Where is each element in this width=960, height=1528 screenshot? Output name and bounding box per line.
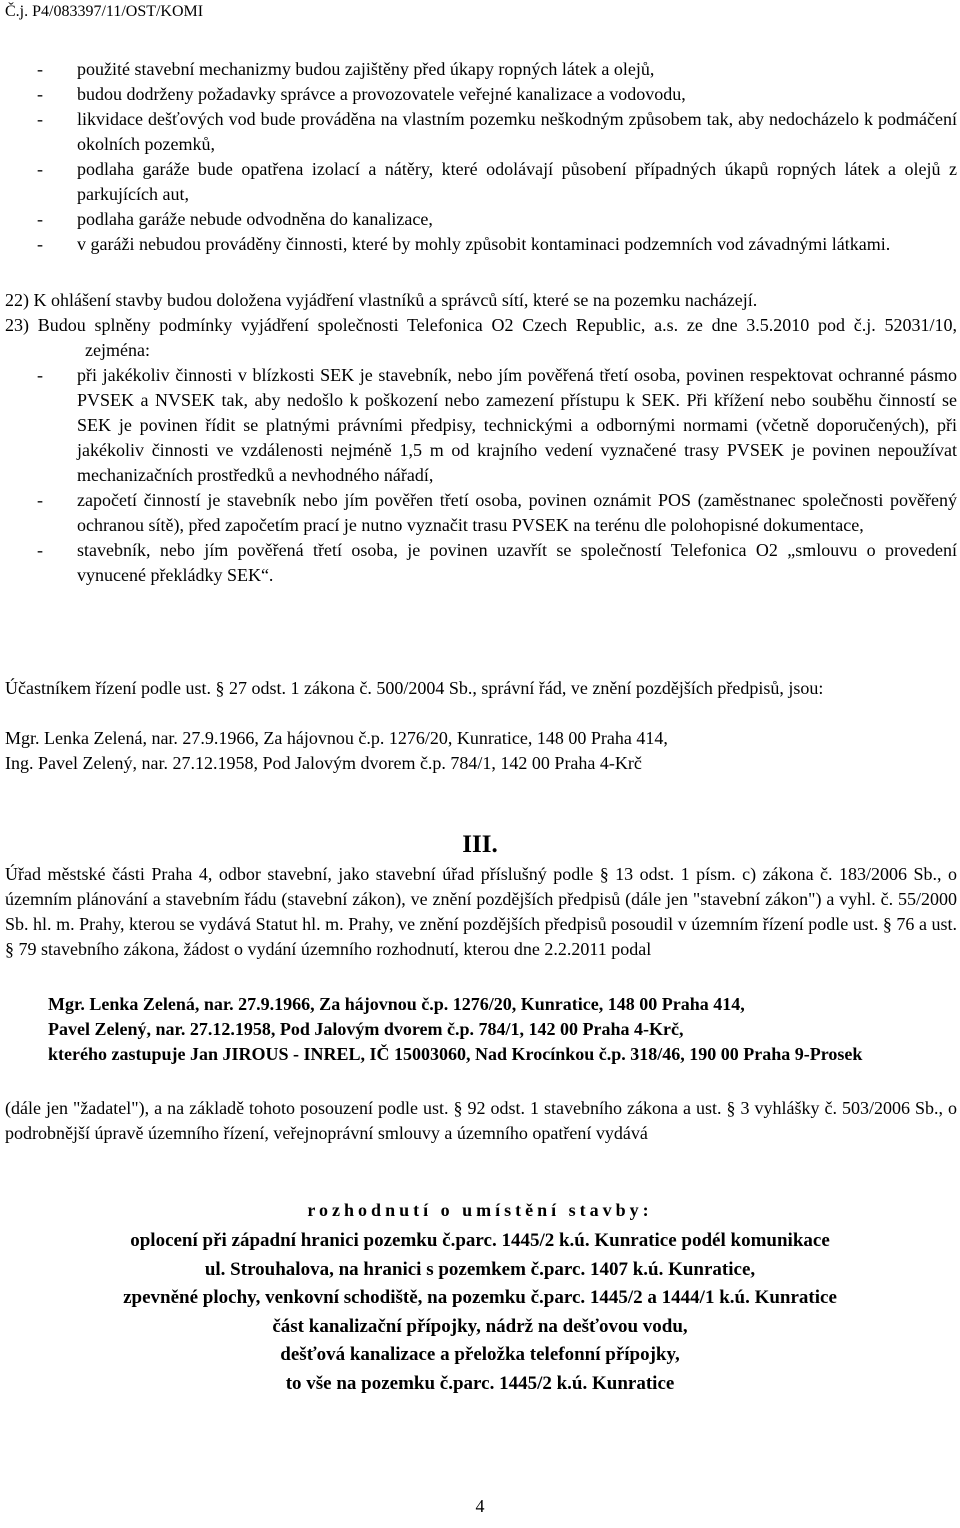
- applicant-block: [48, 992, 948, 1067]
- page-number: 4: [475, 1496, 485, 1516]
- list-item: - započetí činností je stavebník nebo jím pověřen třetí osoba, povinen oznámit POS (zaměstnanec společnosti pověřený ochranou sítě), před započetím prací je nutno vyznačit trasu PVSEK na terénu dle polohopisné dokumentace,: [37, 490, 957, 535]
- condition-23: 23) Budou splněny podmínky vyjádření společnosti Telefonica O2 Czech Republic, a.s. ze dne 3.5.2010 pod č.j. 52031/10, zejména:: [5, 315, 957, 360]
- reference-number: Č.j. P4/083397/11/OST/KOMI: [5, 3, 204, 20]
- list-item: - při jakékoliv činnosti v blízkosti SEK je stavebník, nebo jím pověřená třetí osoba, povinen respektovat ochranné pásmo PVSEK a NVSEK tak, aby nedošlo k poškození nebo zamezení přístupu k SEK. Při křížení nebo souběhu činností se SEK je povinen řídit se platnými právními předpisy, technickými a odbornými normami (včetně doporučených), při jakékoliv činnosti ve vzdálenosti nejméně 1,5 m od krajního vedení vyznačené trasy PVSEK je povinen nepoužívat mechanizačních prostředků a nevhodného nářadí,: [37, 365, 957, 485]
- list-item: - likvidace dešťových vod bude prováděna na vlastním pozemku neškodným způsobem tak, aby nedocházelo k podmáčení okolních pozemků,: [37, 109, 957, 154]
- applicant-line: Mgr. Lenka Zelená, nar. 27.9.1966, Za hájovnou č.p. 1276/20, Kunratice, 148 00 Praha 414,: [48, 994, 745, 1014]
- decision-heading: rozhodnutí o umístění stavby:: [307, 1200, 653, 1220]
- conditions-list: [37, 57, 957, 257]
- list-item: - budou dodrženy požadavky správce a provozovatele veřejné kanalizace a vodovodu,: [37, 84, 686, 104]
- applicant-line: Pavel Zelený, nar. 27.12.1958, Pod Jalovým dvorem č.p. 784/1, 142 00 Praha 4-Krč,: [48, 1019, 684, 1039]
- list-item: - podlaha garáže bude opatřena izolací a nátěry, které odolávají působení případných úkapů ropných látek a olejů z parkujících aut,: [37, 159, 957, 204]
- decision-line: dešťová kanalizace a přeložka telefonní přípojky,: [280, 1344, 680, 1365]
- list-item: - použité stavební mechanizmy budou zajištěny před úkapy ropných látek a olejů,: [37, 59, 655, 79]
- decision-line: to vše na pozemku č.parc. 1445/2 k.ú. Kunratice: [285, 1372, 675, 1394]
- decision-body: [0, 1227, 960, 1398]
- decision-line: zpevněné plochy, venkovní schodiště, na pozemku č.parc. 1445/2 a 1444/1 k.ú. Kunratice: [123, 1287, 837, 1308]
- applicant-paragraph: (dále jen "žadatel"), a na základě tohoto posouzení podle ust. § 92 odst. 1 stavebního zákona a ust. § 3 vyhlášky č. 503/2006 Sb., o podrobnější úpravě územního řízení, veřejnoprávní smlouvy a územního opatření vydává: [5, 1098, 957, 1143]
- section-heading: III.: [462, 831, 498, 858]
- list-item: - v garáži nebudou prováděny činnosti, které by mohly způsobit kontaminaci podzemních vod závadnými látkami.: [37, 234, 891, 254]
- condition-22: 22) K ohlášení stavby budou doložena vyjádření vlastníků a správců sítí, které se na pozemku nacházejí.: [5, 290, 758, 310]
- decision-line: ul. Strouhalova, na hranici s pozemkem č.parc. 1407 k.ú. Kunratice,: [204, 1258, 756, 1280]
- decision-line: část kanalizační přípojky, nádrž na dešťovou vodu,: [272, 1315, 688, 1337]
- telefonica-list: [37, 363, 957, 588]
- participant-2: Ing. Pavel Zelený, nar. 27.12.1958, Pod Jalovým dvorem č.p. 784/1, 142 00 Praha 4-Krč: [5, 753, 642, 773]
- participants-intro: Účastníkem řízení podle ust. § 27 odst. 1 zákona č. 500/2004 Sb., správní řád, ve znění pozdějších předpisů, jsou:: [5, 678, 824, 698]
- applicant-line: kterého zastupuje Jan JIROUS - INREL, IČ 15003060, Nad Krocínkou č.p. 318/46, 190 00 Praha 9-Prosek: [48, 1044, 863, 1064]
- list-item: - podlaha garáže nebude odvodněna do kanalizace,: [37, 209, 433, 229]
- section-paragraph: Úřad městské části Praha 4, odbor stavební, jako stavební úřad příslušný podle § 13 odst. 1 písm. c) zákona č. 183/2006 Sb., o územním plánování a stavebním řádu (stavební zákon), ve znění pozdějších předpisů (dále jen "stavební zákon") a vyhl. č. 55/2000 Sb. hl. m. Prahy, kterou se vydává Statut hl. m. Prahy, ve znění pozdějších předpisů posoudil v územním řízení podle ust. § 76 a ust. § 79 stavebního zákona, žádost o vydání územního rozhodnutí, kterou dne 2.2.2011 podal: [5, 864, 957, 959]
- list-item: - stavebník, nebo jím pověřená třetí osoba, je povinen uzavřít se společností Telefonica O2 „smlouvu o provedení vynucené překládky SEK“.: [37, 540, 957, 585]
- participant-1: Mgr. Lenka Zelená, nar. 27.9.1966, Za hájovnou č.p. 1276/20, Kunratice, 148 00 Praha 414,: [5, 728, 668, 748]
- decision-line: oplocení při západní hranici pozemku č.parc. 1445/2 k.ú. Kunratice podél komunikace: [130, 1230, 830, 1251]
